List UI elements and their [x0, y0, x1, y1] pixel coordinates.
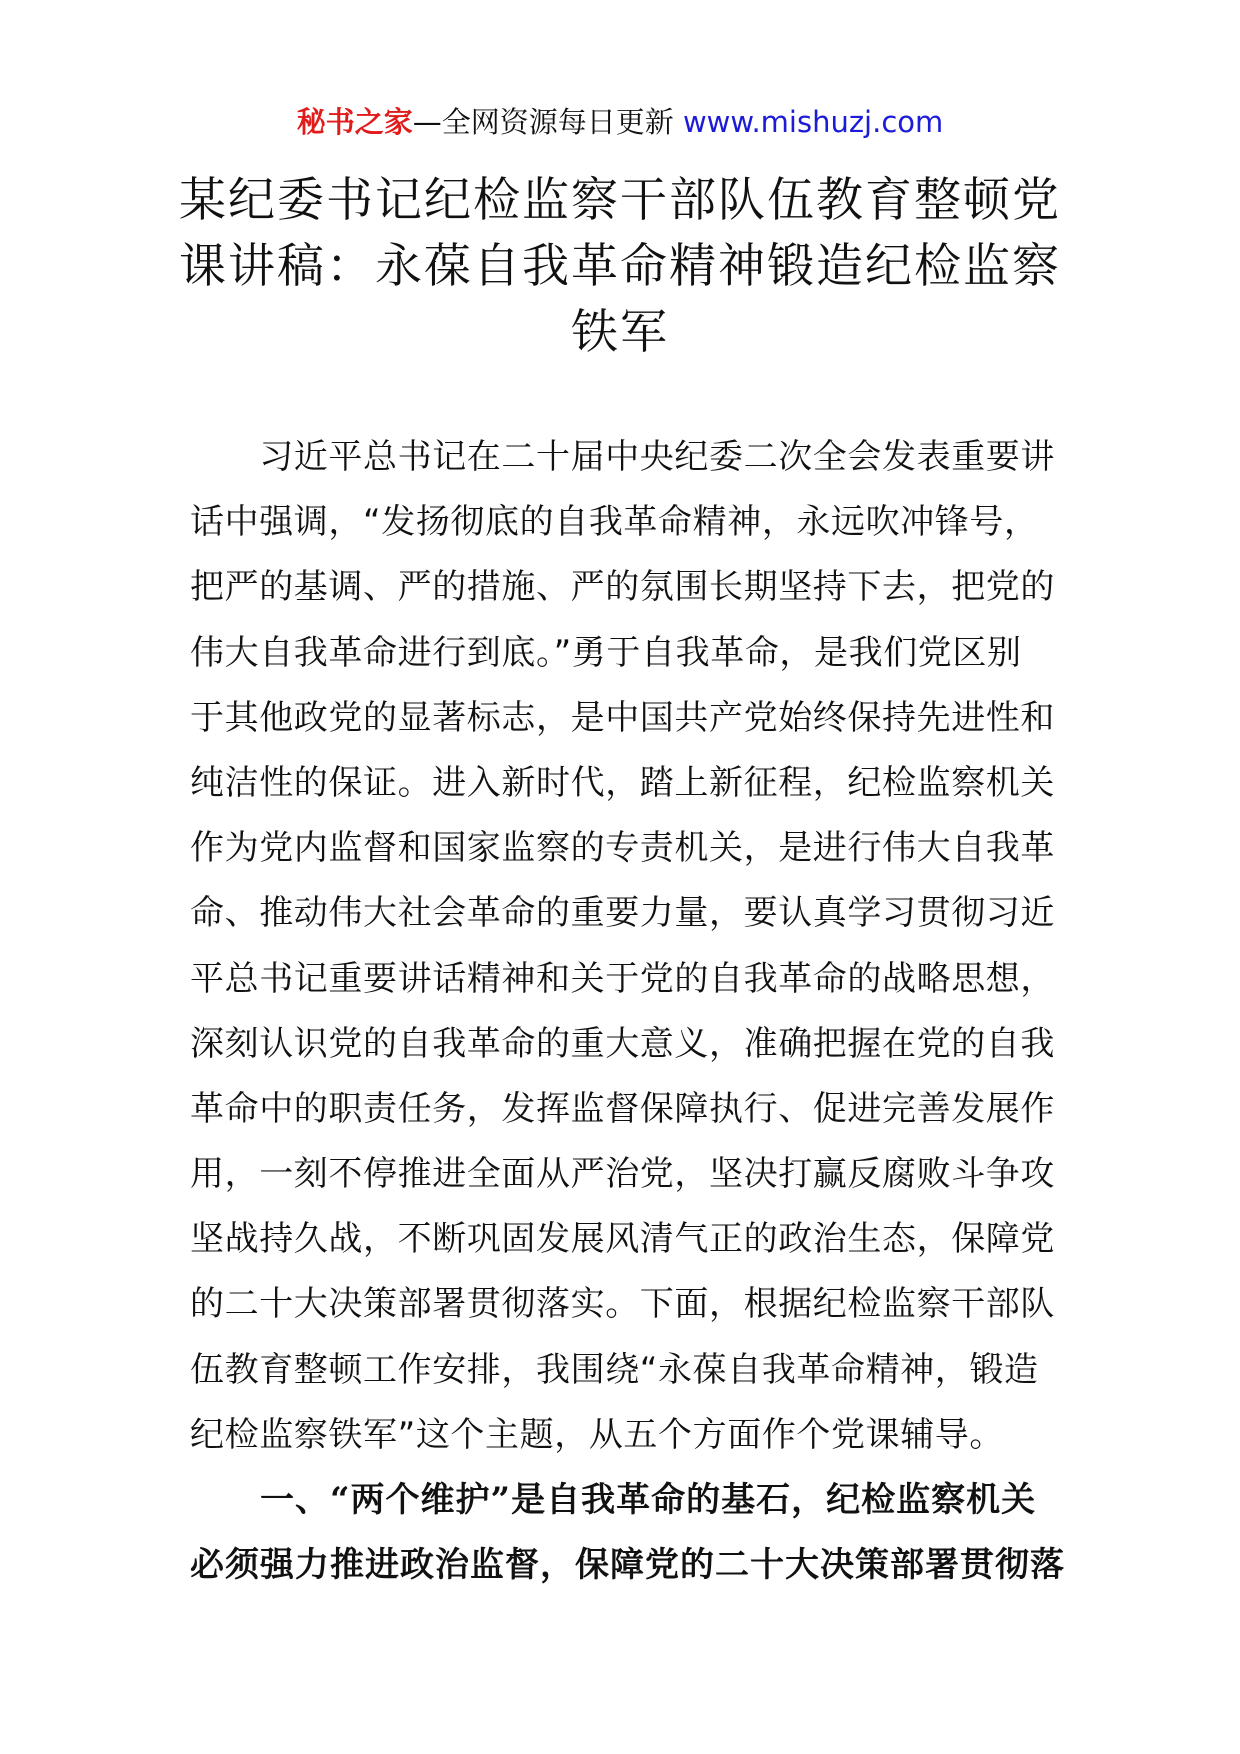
body-line: 伟大自我革命进行到底。”勇于自我革命，是我们党区别 — [190, 632, 1022, 673]
body-line: 纯洁性的保证。进入新时代，踏上新征程，纪检监察机关 — [190, 762, 1055, 803]
body-line: 的二十大决策部署贯彻落实。下面，根据纪检监察干部队 — [190, 1284, 1055, 1325]
body-line: 伍教育整顿工作安排，我围绕“永葆自我革命精神，锻造 — [190, 1349, 1039, 1390]
body-line: 作为党内监督和国家监察的专责机关，是进行伟大自我革 — [190, 828, 1055, 869]
body-line: 用，一刻不停推进全面从严治党，坚决打赢反腐败斗争攻 — [190, 1154, 1055, 1195]
body-line: 于其他政党的显著标志，是中国共产党始终保持先进性和 — [190, 697, 1055, 738]
body-line: 坚战持久战，不断巩固发展风清气正的政治生态，保障党 — [190, 1219, 1055, 1260]
title-line: 课讲稿：永葆自我革命精神锻造纪检监察 — [179, 239, 1061, 294]
body-line: 纪检监察铁军”这个主题，从五个方面作个党课辅导。 — [190, 1414, 1005, 1455]
body-line: 把严的基调、严的措施、严的氛围长期坚持下去，把党的 — [190, 567, 1055, 608]
section-heading-line: 必须强力推进政治监督，保障党的二十大决策部署贯彻落 — [190, 1545, 1065, 1586]
title-line: 某纪委书记纪检监察干部队伍教育整顿党 — [179, 173, 1061, 228]
site-header — [0, 102, 1240, 142]
brand-name: 秘书之家 — [296, 105, 413, 139]
site-url-link[interactable]: www.mishuzj.com — [682, 105, 944, 139]
body-line: 话中强调，“发扬彻底的自我革命精神，永远吹冲锋号， — [190, 502, 1039, 543]
section-heading-line: 一、“两个维护”是自我革命的基石，纪检监察机关 — [190, 1480, 1037, 1520]
header-slogan: —全网资源每日更新 — [412, 105, 674, 139]
body-line: 命、推动伟大社会革命的重要力量，要认真学习贯彻习近 — [190, 893, 1055, 934]
body-line: 习近平总书记在二十届中央纪委二次全会发表重要讲 — [190, 437, 1055, 477]
document-title — [150, 168, 1090, 366]
body-line: 平总书记重要讲话精神和关于党的自我革命的战略思想， — [190, 958, 1055, 999]
body-line: 深刻认识党的自我革命的重大意义，准确把握在党的自我 — [190, 1023, 1055, 1064]
document-body — [190, 425, 1065, 1598]
body-line: 革命中的职责任务，发挥监督保障执行、促进完善发展作 — [190, 1088, 1055, 1129]
title-line: 铁军 — [571, 305, 669, 360]
